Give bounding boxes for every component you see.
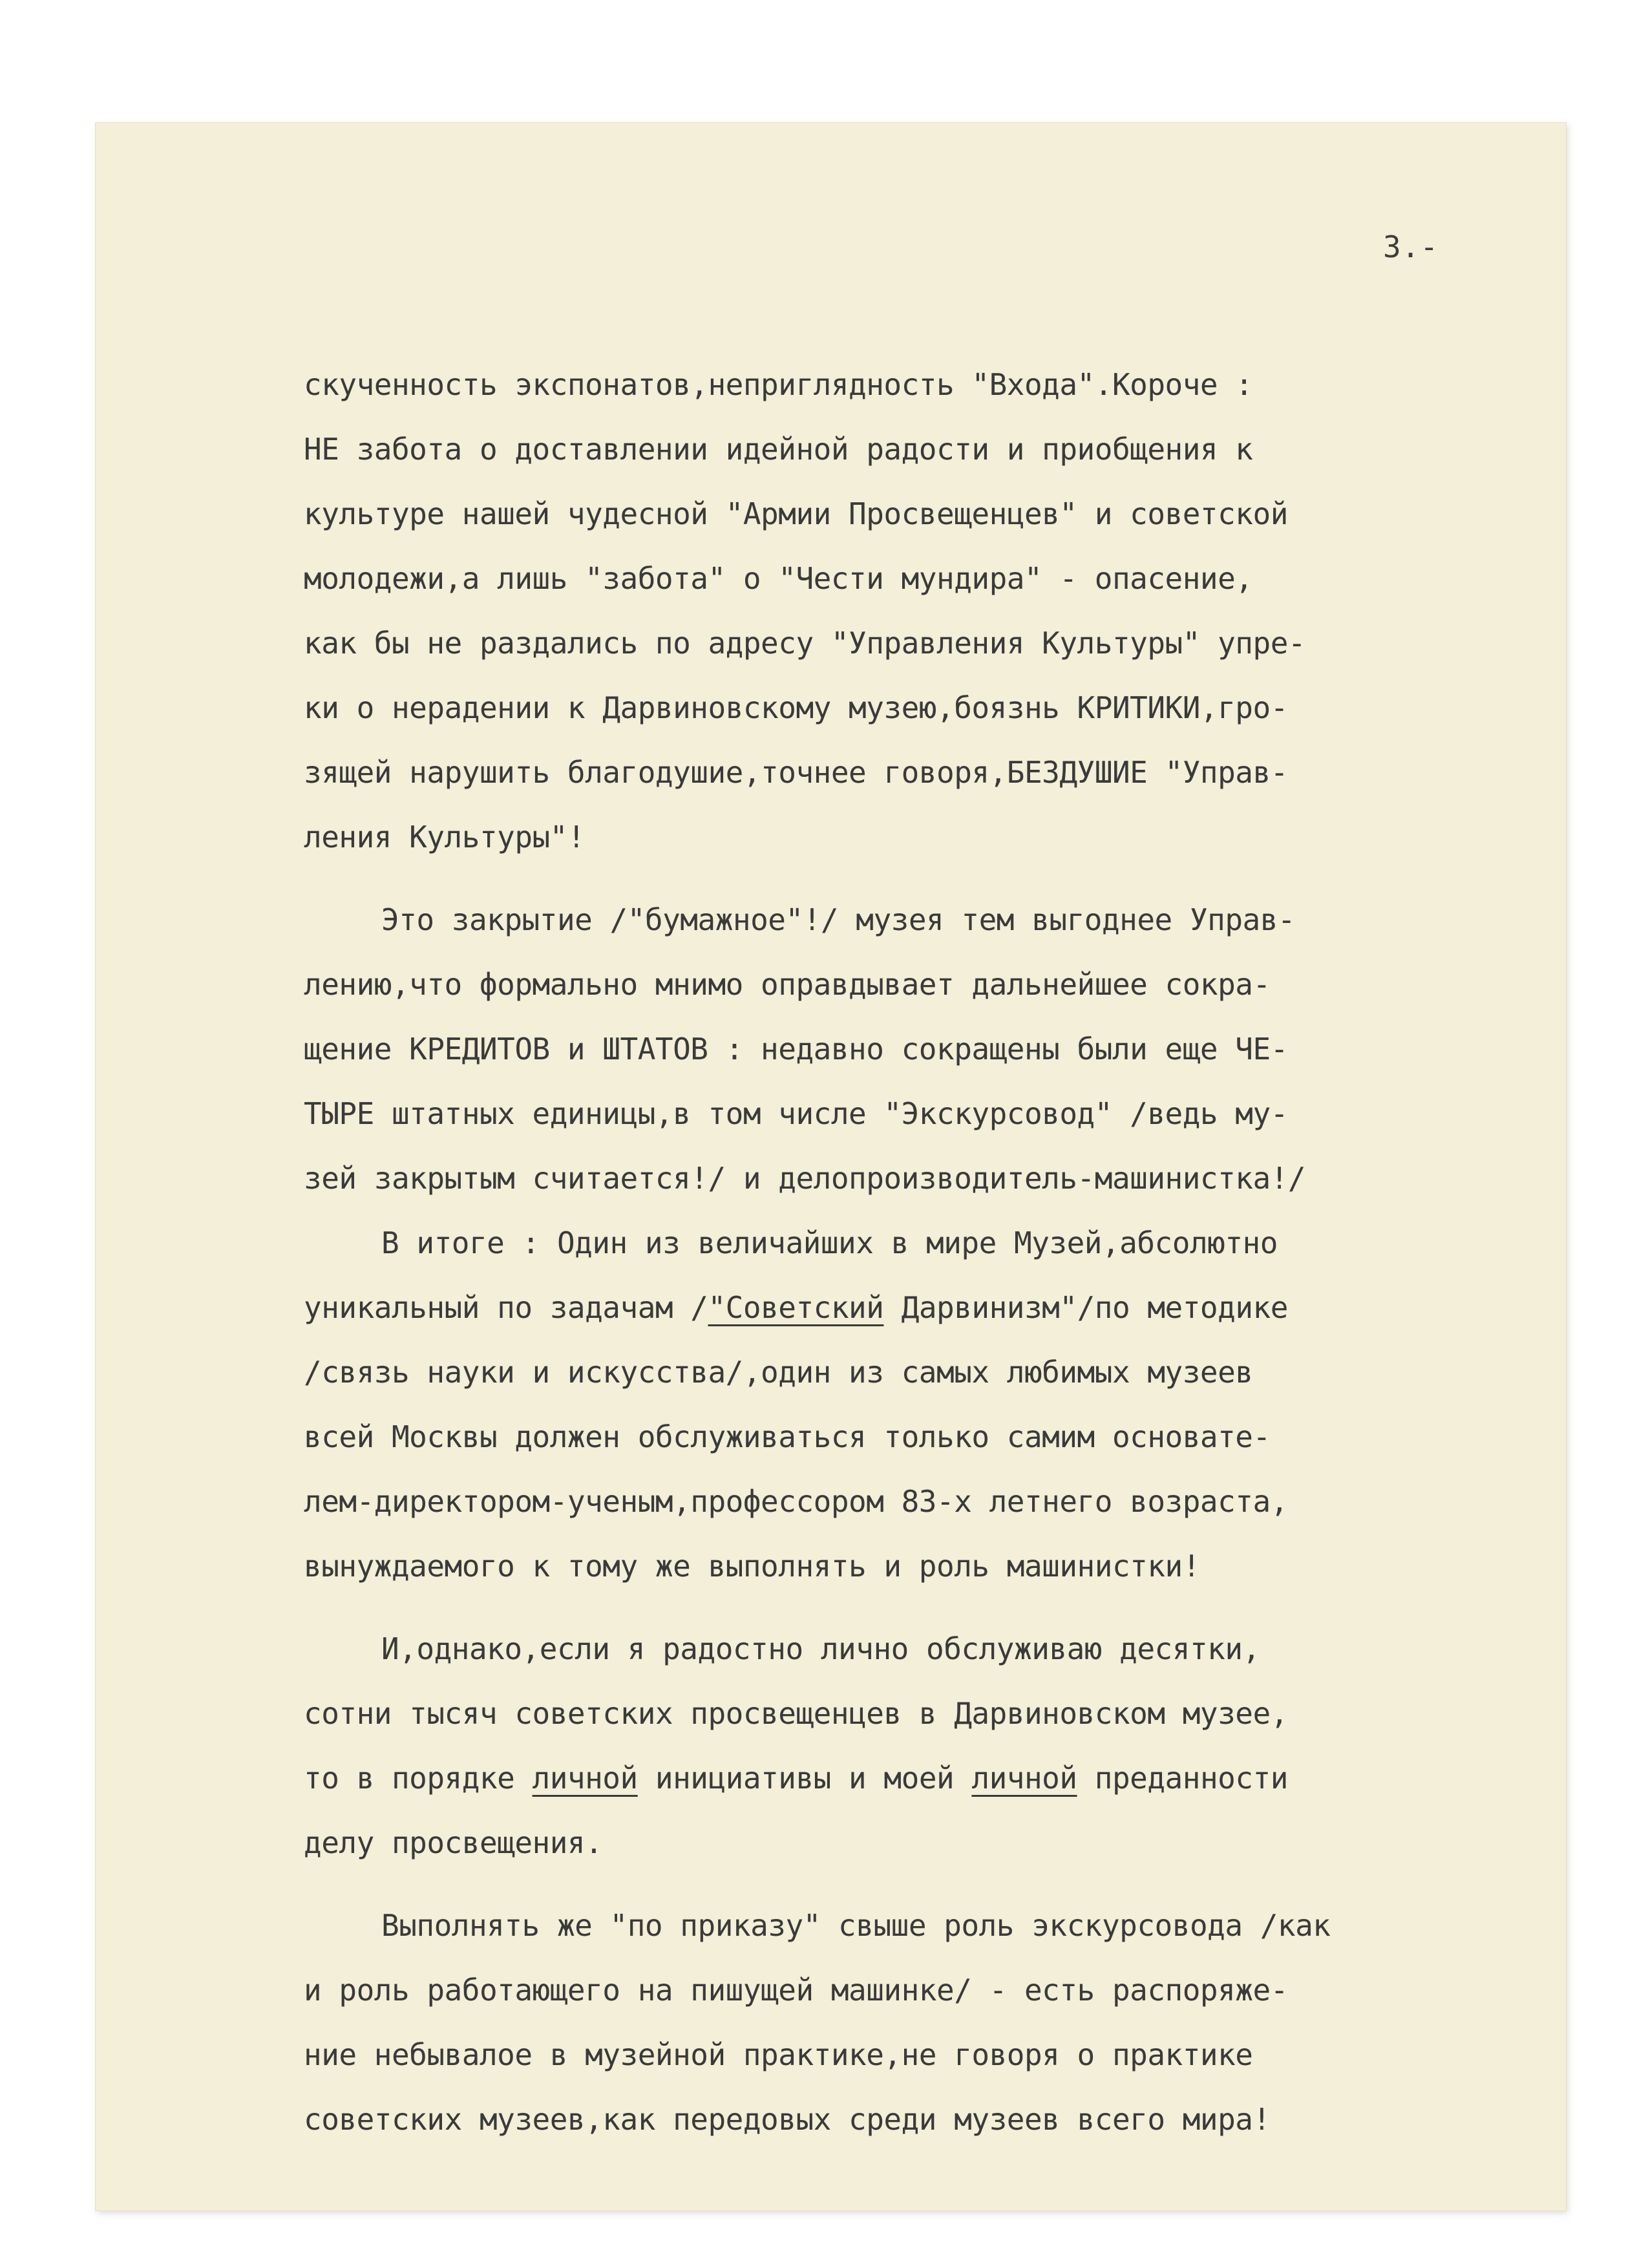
text-line: и роль работающего на пишущей машинке/ - есть распоряже- — [304, 1973, 1288, 2008]
text-line: сотни тысяч советских просвещенцев в Дарвиновском музее, — [304, 1696, 1288, 1731]
text-line: ние небывалое в музейной практике,не говоря о практике — [304, 2037, 1253, 2072]
text-line: молодежи,а лишь "забота" о "Чести мундира" - опасение, — [304, 561, 1253, 596]
text-line: /связь науки и искусства/,один из самых любимых музеев — [304, 1355, 1253, 1390]
text-line — [304, 1746, 1519, 1810]
underlined-phrase: "Советский — [708, 1290, 884, 1325]
text-fragment: Дарвинизм"/по методике — [883, 1290, 1288, 1325]
page-number: 3.- — [1383, 229, 1439, 264]
text-line: И,однако,если я радостно лично обслуживаю десятки, — [381, 1631, 1260, 1666]
text-line: лению,что формально мнимо оправдывает дальнейшее сокра- — [304, 967, 1271, 1002]
text-line: Выполнять же "по приказу" свыше роль экскурсовода /как — [381, 1908, 1331, 1943]
text-line: делу просвещения. — [304, 1825, 603, 1860]
underlined-word: личной — [532, 1761, 638, 1796]
document-body — [304, 352, 1519, 2152]
text-line: лем-директором-ученым,профессором 83-х летнего возраста, — [304, 1484, 1288, 1519]
text-line: скученность экспонатов,неприглядность "Входа".Короче : — [304, 367, 1253, 402]
text-line: ТЫРЕ штатных единицы,в том числе "Экскурсовод" /ведь му- — [304, 1096, 1288, 1131]
text-line: как бы не раздались по адресу "Управления Культуры" упре- — [304, 626, 1306, 661]
text-line: зящей нарушить благодушие,точнее говоря,БЕЗДУШИЕ "Управ- — [304, 755, 1288, 790]
text-line: зей закрытым считается!/ и делопроизводитель-машинистка!/ — [304, 1161, 1306, 1196]
text-line: культуре нашей чудесной "Армии Просвещенцев" и советской — [304, 496, 1288, 531]
text-fragment: преданности — [1077, 1761, 1288, 1796]
text-line: советских музеев,как передовых среди музеев всего мира! — [304, 2102, 1271, 2137]
text-fragment: уникальный по задачам / — [304, 1290, 708, 1325]
text-line: НЕ забота о доставлении идейной радости и приобщения к — [304, 432, 1253, 467]
text-line: ки о нерадении к Дарвиновскому музею,боязнь КРИТИКИ,гро- — [304, 690, 1288, 725]
text-line: вынуждаемого к тому же выполнять и роль машинистки! — [304, 1549, 1200, 1584]
text-line — [304, 1275, 1519, 1340]
text-line: В итоге : Один из величайших в мире Музей,абсолютно — [381, 1225, 1278, 1260]
text-fragment: то в порядке — [304, 1761, 533, 1796]
text-fragment: инициативы и моей — [637, 1761, 972, 1796]
text-line: щение КРЕДИТОВ и ШТАТОВ : недавно сокращены были еще ЧЕ- — [304, 1032, 1288, 1066]
underlined-word: личной — [971, 1761, 1077, 1796]
text-line: ления Культуры"! — [304, 820, 586, 854]
text-line: Это закрытие /"бумажное"!/ музея тем выгоднее Управ- — [381, 902, 1296, 937]
text-line: всей Москвы должен обслуживаться только самим основате- — [304, 1419, 1271, 1454]
